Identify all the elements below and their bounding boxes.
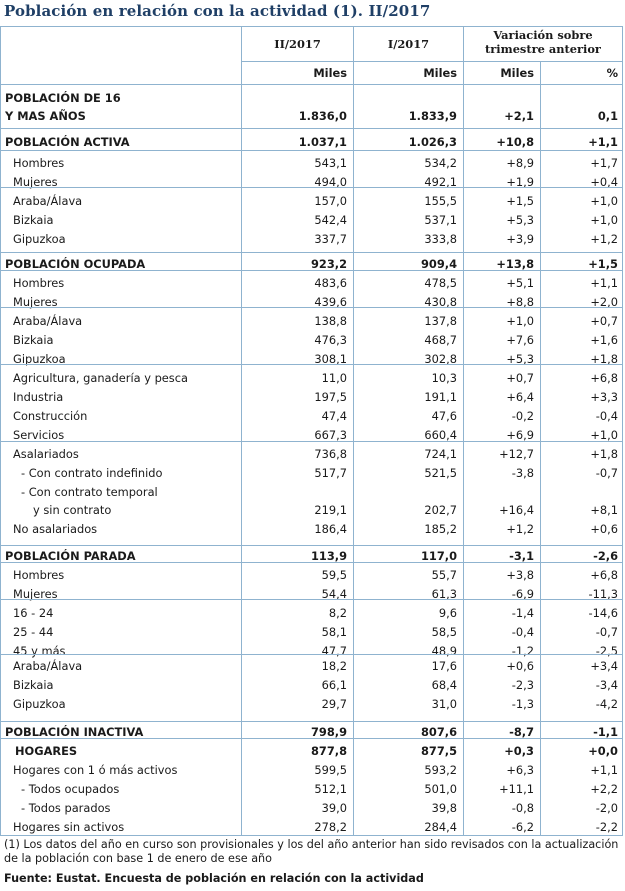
row-divider: [1, 562, 622, 563]
cell-v2: 1.026,3: [408, 135, 457, 149]
cell-v2: 877,5: [420, 744, 457, 758]
row-label: Hombres: [13, 156, 65, 170]
cell-v4: +3,3: [590, 390, 618, 404]
cell-v2: 284,4: [424, 820, 457, 834]
row-label: Gipuzkoa: [13, 697, 66, 711]
table-row: [1, 293, 622, 312]
row-label: Bizkaia: [13, 213, 54, 227]
cell-v1: 923,2: [310, 257, 347, 271]
cell-v2: 534,2: [424, 156, 457, 170]
row-divider: [1, 738, 622, 739]
cell-v4: -4,2: [595, 697, 618, 711]
cell-v4: +1,1: [588, 135, 618, 149]
cell-v2: 909,4: [420, 257, 457, 271]
cell-v4: -2,0: [595, 801, 618, 815]
cell-v2: 537,1: [424, 213, 457, 227]
table-row: [1, 566, 622, 585]
cell-v3: +0,7: [506, 371, 534, 385]
cell-v1: 59,5: [321, 568, 347, 582]
cell-v1: 1.836,0: [298, 109, 347, 123]
cell-v2: 39,8: [431, 801, 457, 815]
cell-v1: 494,0: [314, 175, 347, 189]
cell-v3: -1,3: [511, 697, 534, 711]
row-label: - Todos ocupados: [21, 782, 120, 796]
cell-v3: -8,7: [509, 725, 534, 739]
cell-v3: +13,8: [496, 257, 534, 271]
cell-v3: -0,2: [511, 409, 534, 423]
cell-v2: 31,0: [431, 697, 457, 711]
cell-v1: 483,6: [314, 276, 347, 290]
cell-v1: 186,4: [314, 522, 347, 536]
cell-v3: -2,3: [511, 678, 534, 692]
unit-miles-3: Miles: [500, 66, 534, 80]
cell-v1: 11,0: [321, 371, 347, 385]
cell-v3: +8,8: [506, 295, 534, 309]
header-col-variacion: Variación sobre trimestre anterior: [485, 28, 601, 56]
cell-v2: 47,6: [431, 409, 457, 423]
cell-v1: 29,7: [321, 697, 347, 711]
table-row: [1, 547, 622, 566]
cell-v1: 798,9: [310, 725, 347, 739]
cell-v4: +6,8: [590, 371, 618, 385]
row-divider: [1, 270, 622, 271]
cell-v2: 185,2: [424, 522, 457, 536]
cell-v2: 593,2: [424, 763, 457, 777]
cell-v3: +0,6: [506, 659, 534, 673]
table-row: [1, 407, 622, 426]
table-row: [1, 255, 622, 274]
table-row: [1, 695, 622, 714]
cell-v2: 478,5: [424, 276, 457, 290]
cell-v2: 492,1: [424, 175, 457, 189]
row-divider: [1, 441, 622, 442]
cell-v4: +0,7: [590, 314, 618, 328]
table-row: [1, 799, 622, 818]
table-row: [1, 211, 622, 230]
cell-v3: +6,9: [506, 428, 534, 442]
cell-v4: +2,2: [590, 782, 618, 796]
cell-v4: -14,6: [588, 606, 618, 620]
cell-v2: 17,6: [431, 659, 457, 673]
cell-v2: 191,1: [424, 390, 457, 404]
cell-v2: 117,0: [420, 549, 457, 563]
row-label: POBLACIÓN DE 16: [5, 91, 121, 105]
cell-v4: 0,1: [597, 109, 618, 123]
cell-v4: +8,1: [590, 503, 618, 517]
row-label: Agricultura, ganadería y pesca: [13, 371, 188, 385]
table-row: [1, 173, 622, 192]
cell-v4: +1,6: [590, 333, 618, 347]
cell-v1: 54,4: [321, 587, 347, 601]
cell-v1: 278,2: [314, 820, 347, 834]
cell-v3: +6,4: [506, 390, 534, 404]
cell-v1: 219,1: [314, 503, 347, 517]
row-divider: [1, 307, 622, 308]
cell-v2: 137,8: [424, 314, 457, 328]
row-divider: [1, 654, 622, 655]
cell-v3: -0,8: [511, 801, 534, 815]
cell-v1: 877,8: [310, 744, 347, 758]
cell-v3: +1,2: [506, 522, 534, 536]
row-divider: [1, 252, 622, 253]
cell-v4: +2,0: [590, 295, 618, 309]
cell-v1: 542,4: [314, 213, 347, 227]
table-row: [1, 723, 622, 742]
cell-v1: 197,5: [314, 390, 347, 404]
cell-v2: 10,3: [431, 371, 457, 385]
table-row: [1, 331, 622, 350]
cell-v3: -3,1: [509, 549, 534, 563]
cell-v2: 724,1: [424, 447, 457, 461]
cell-v2: 68,4: [431, 678, 457, 692]
data-table: [0, 26, 623, 836]
table-row: [1, 520, 622, 539]
cell-v3: -6,9: [511, 587, 534, 601]
cell-v1: 39,0: [321, 801, 347, 815]
row-label: Araba/Álava: [13, 194, 83, 208]
cell-v2: 9,6: [438, 606, 457, 620]
row-label: Araba/Álava: [13, 659, 83, 673]
row-label: - Con contrato temporal: [21, 485, 158, 499]
row-label-line2: y sin contrato: [33, 503, 112, 517]
cell-v2: 48,9: [431, 644, 457, 658]
cell-v3: +12,7: [499, 447, 534, 461]
cell-v1: 736,8: [314, 447, 347, 461]
row-label: Mujeres: [13, 175, 58, 189]
cell-v2: 155,5: [424, 194, 457, 208]
row-label: Bizkaia: [13, 333, 54, 347]
table-row: [1, 154, 622, 173]
cell-v1: 157,0: [314, 194, 347, 208]
row-label: POBLACIÓN ACTIVA: [5, 135, 130, 149]
table-row: [1, 585, 622, 604]
cell-v4: -2,6: [593, 549, 618, 563]
cell-v3: +8,9: [506, 156, 534, 170]
cell-v3: +7,6: [506, 333, 534, 347]
cell-v3: +5,1: [506, 276, 534, 290]
row-label: Hogares con 1 ó más activos: [13, 763, 178, 777]
unit-percent: %: [606, 66, 618, 80]
cell-v1: 113,9: [310, 549, 347, 563]
unit-miles-2: Miles: [423, 66, 457, 80]
row-label: 45 y más: [13, 644, 66, 658]
cell-v4: +1,5: [588, 257, 618, 271]
table-row: [1, 350, 622, 369]
row-divider: [1, 599, 622, 600]
table-row: [1, 464, 622, 483]
source-note: Fuente: Eustat. Encuesta de población en relación con la actividad: [4, 872, 424, 885]
table-row: [1, 623, 622, 642]
cell-v3: +5,3: [506, 213, 534, 227]
row-label: HOGARES: [15, 744, 78, 758]
row-divider: [1, 187, 622, 188]
header-col-i2017: I/2017: [387, 37, 430, 51]
page-title: Población en relación con la actividad (1). II/2017: [4, 2, 431, 20]
cell-v1: 1.037,1: [298, 135, 347, 149]
cell-v3: -3,8: [511, 466, 534, 480]
cell-v3: +3,8: [506, 568, 534, 582]
cell-v4: -11,3: [588, 587, 618, 601]
cell-v1: 18,2: [321, 659, 347, 673]
row-label: Asalariados: [13, 447, 79, 461]
cell-v2: 468,7: [424, 333, 457, 347]
table-row: [1, 369, 622, 388]
row-divider: [1, 128, 622, 129]
row-label: - Todos parados: [21, 801, 111, 815]
cell-v2: 202,7: [424, 503, 457, 517]
cell-v2: 302,8: [424, 352, 457, 366]
row-label: POBLACIÓN INACTIVA: [5, 725, 144, 739]
cell-v3: +2,1: [504, 109, 534, 123]
table-row: [1, 761, 622, 780]
cell-v1: 476,3: [314, 333, 347, 347]
row-divider: [1, 545, 622, 546]
row-label: Industria: [13, 390, 64, 404]
cell-v3: +10,8: [496, 135, 534, 149]
table-row: [1, 426, 622, 445]
cell-v3: -1,2: [511, 644, 534, 658]
cell-v1: 47,4: [321, 409, 347, 423]
cell-v3: +5,3: [506, 352, 534, 366]
table-row: [1, 312, 622, 331]
table-row: [1, 780, 622, 799]
cell-v4: -3,4: [595, 678, 618, 692]
row-label: Gipuzkoa: [13, 232, 66, 246]
row-divider: [1, 364, 622, 365]
row-label: Construcción: [13, 409, 88, 423]
cell-v3: -1,4: [511, 606, 534, 620]
footnote: (1) Los datos del año en curso son provisionales y los del año anterior han sido revisados con la actualización de la población con base 1 de enero de ese año: [4, 838, 619, 865]
cell-v3: +16,4: [499, 503, 534, 517]
header-divider: [241, 61, 622, 62]
cell-v4: +1,1: [590, 763, 618, 777]
cell-v4: -0,7: [595, 625, 618, 639]
row-label-line2: Y MAS AÑOS: [5, 109, 86, 123]
cell-v1: 517,7: [314, 466, 347, 480]
table-row: [1, 483, 622, 521]
cell-v2: 55,7: [431, 568, 457, 582]
cell-v4: +1,0: [590, 194, 618, 208]
cell-v4: +0,6: [590, 522, 618, 536]
row-label: Mujeres: [13, 295, 58, 309]
cell-v1: 8,2: [328, 606, 347, 620]
cell-v4: -0,7: [595, 466, 618, 480]
row-label: POBLACIÓN OCUPADA: [5, 257, 146, 271]
table-row: [1, 676, 622, 695]
cell-v4: +3,4: [590, 659, 618, 673]
cell-v2: 660,4: [424, 428, 457, 442]
table-row: [1, 388, 622, 407]
cell-v4: +1,0: [590, 428, 618, 442]
row-label: Hombres: [13, 276, 65, 290]
cell-v1: 439,6: [314, 295, 347, 309]
row-label: - Con contrato indefinido: [21, 466, 163, 480]
row-divider: [1, 84, 622, 85]
cell-v2: 521,5: [424, 466, 457, 480]
cell-v1: 337,7: [314, 232, 347, 246]
cell-v3: -6,2: [511, 820, 534, 834]
cell-v1: 543,1: [314, 156, 347, 170]
cell-v4: +1,2: [590, 232, 618, 246]
row-label: Servicios: [13, 428, 65, 442]
cell-v4: +0,4: [590, 175, 618, 189]
row-divider: [1, 150, 622, 151]
header-col-ii2017: II/2017: [274, 37, 321, 51]
cell-v3: -0,4: [511, 625, 534, 639]
cell-v1: 58,1: [321, 625, 347, 639]
table-row: [1, 445, 622, 464]
cell-v1: 667,3: [314, 428, 347, 442]
cell-v2: 58,5: [431, 625, 457, 639]
row-label: Mujeres: [13, 587, 58, 601]
cell-v3: +3,9: [506, 232, 534, 246]
cell-v3: +1,9: [506, 175, 534, 189]
cell-v4: +1,0: [590, 213, 618, 227]
cell-v1: 138,8: [314, 314, 347, 328]
row-label: Gipuzkoa: [13, 352, 66, 366]
cell-v3: +6,3: [506, 763, 534, 777]
cell-v3: +0,3: [504, 744, 534, 758]
cell-v3: +1,5: [506, 194, 534, 208]
row-label: No asalariados: [13, 522, 98, 536]
table-row: [1, 192, 622, 211]
cell-v4: -1,1: [593, 725, 618, 739]
cell-v4: +1,8: [590, 352, 618, 366]
row-label: Bizkaia: [13, 678, 54, 692]
cell-v4: +1,8: [590, 447, 618, 461]
row-label: Hombres: [13, 568, 65, 582]
table-row: [1, 818, 622, 837]
cell-v2: 807,6: [420, 725, 457, 739]
table-row: [1, 89, 622, 127]
cell-v4: +1,7: [590, 156, 618, 170]
cell-v1: 47,7: [321, 644, 347, 658]
table-row: [1, 230, 622, 249]
cell-v1: 66,1: [321, 678, 347, 692]
row-label: Hogares sin activos: [13, 820, 125, 834]
row-divider: [1, 721, 622, 722]
cell-v4: -2,5: [595, 644, 618, 658]
cell-v2: 501,0: [424, 782, 457, 796]
unit-miles-1: Miles: [313, 66, 347, 80]
cell-v2: 333,8: [424, 232, 457, 246]
cell-v3: +11,1: [499, 782, 534, 796]
row-label: 25 - 44: [13, 625, 54, 639]
cell-v1: 599,5: [314, 763, 347, 777]
row-label: Araba/Álava: [13, 314, 83, 328]
cell-v4: -0,4: [595, 409, 618, 423]
cell-v2: 430,8: [424, 295, 457, 309]
cell-v4: +0,0: [588, 744, 618, 758]
table-row: [1, 657, 622, 676]
cell-v4: +1,1: [590, 276, 618, 290]
row-label: 16 - 24: [13, 606, 54, 620]
cell-v1: 512,1: [314, 782, 347, 796]
table-row: [1, 604, 622, 623]
cell-v2: 1.833,9: [408, 109, 457, 123]
cell-v2: 61,3: [431, 587, 457, 601]
table-row: [1, 274, 622, 293]
row-label: POBLACIÓN PARADA: [5, 549, 136, 563]
cell-v4: -2,2: [595, 820, 618, 834]
cell-v1: 308,1: [314, 352, 347, 366]
cell-v4: +6,8: [590, 568, 618, 582]
cell-v3: +1,0: [506, 314, 534, 328]
table-row: [1, 742, 622, 761]
